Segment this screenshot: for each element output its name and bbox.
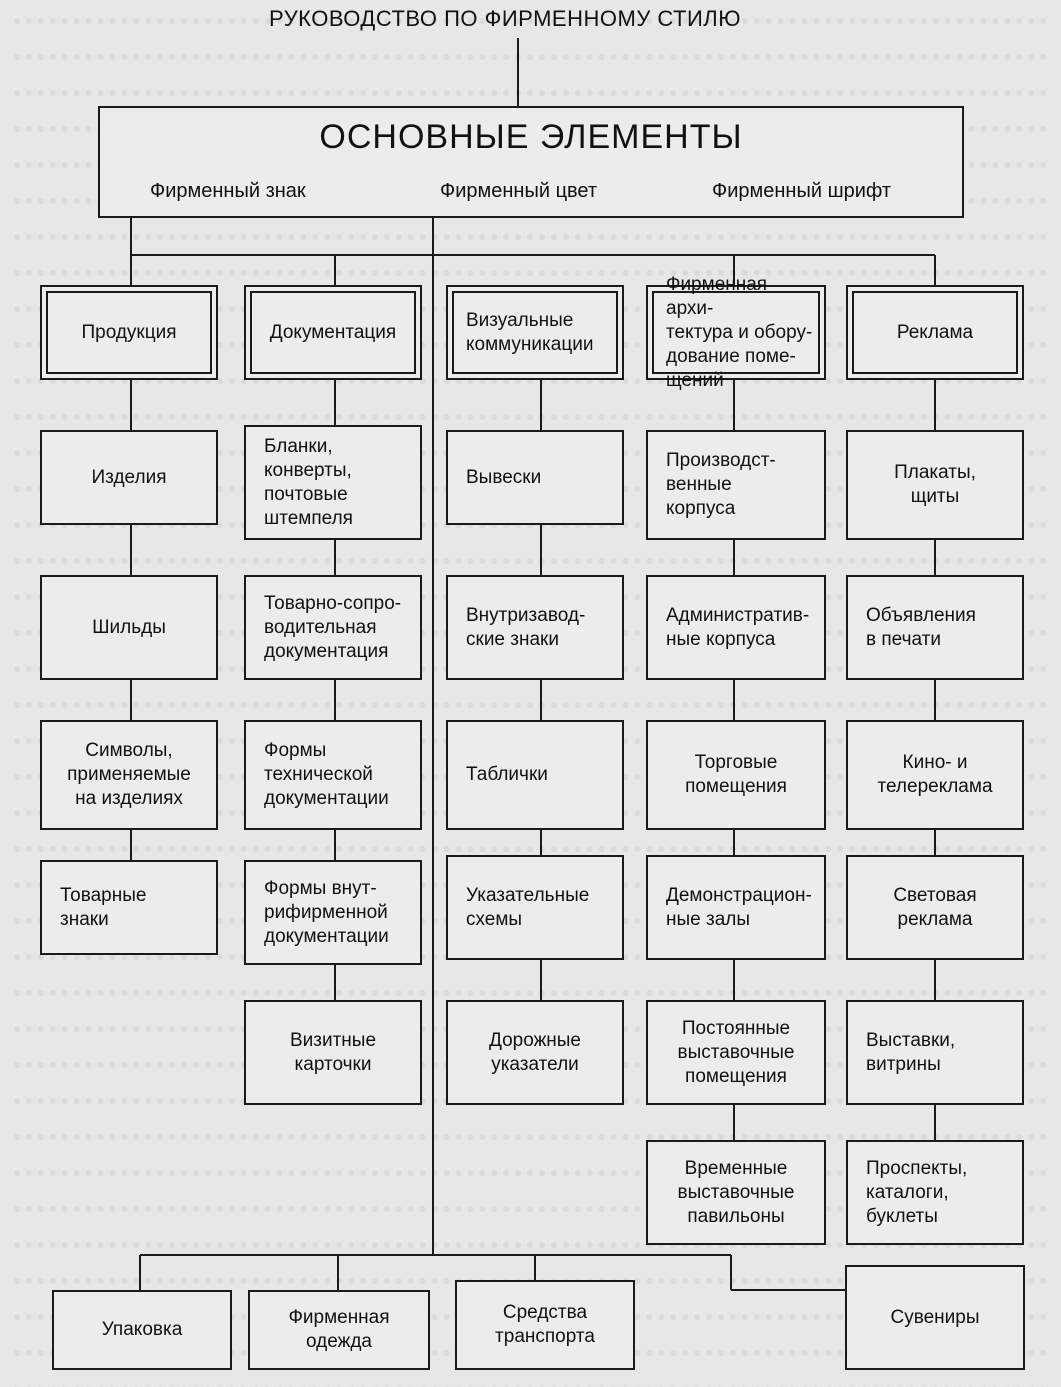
item-products: Изделия <box>40 430 218 525</box>
element-font: Фирменный шрифт <box>712 180 892 202</box>
item-signboards: Вывески <box>446 430 624 525</box>
item-letterheads: Бланки, конверты, почтовые штемпеля <box>244 425 422 540</box>
item-plates: Таблички <box>446 720 624 830</box>
category-visual-communications: Визуальные коммуникации <box>446 285 624 380</box>
item-exhibitions-windows: Выставки, витрины <box>846 1000 1024 1105</box>
item-souvenirs: Сувениры <box>845 1265 1025 1370</box>
item-production-buildings: Производст- венные корпуса <box>646 430 826 540</box>
category-documentation: Документация <box>244 285 422 380</box>
item-product-symbols: Символы, применяемые на изделиях <box>40 720 218 830</box>
item-technical-forms: Формы технической документации <box>244 720 422 830</box>
item-business-cards: Визитные карточки <box>244 1000 422 1105</box>
item-direction-schemes: Указательные схемы <box>446 855 624 960</box>
category-products: Продукция <box>40 285 218 380</box>
item-corporate-clothing: Фирменная одежда <box>248 1290 430 1370</box>
page-title: РУКОВОДСТВО ПО ФИРМЕННОМУ СТИЛЮ <box>269 6 741 31</box>
item-temporary-pavilions: Временные выставочные павильоны <box>646 1140 826 1245</box>
item-internal-forms: Формы внут- рифирменной документации <box>244 860 422 965</box>
item-permanent-exhibition: Постоянные выставочные помещения <box>646 1000 826 1105</box>
item-nameplates: Шильды <box>40 575 218 680</box>
item-shipping-docs: Товарно-сопро- водительная документация <box>244 575 422 680</box>
item-brochures: Проспекты, каталоги, буклеты <box>846 1140 1024 1245</box>
item-packaging: Упаковка <box>52 1290 232 1370</box>
item-road-signs: Дорожные указатели <box>446 1000 624 1105</box>
category-advertising: Реклама <box>846 285 1024 380</box>
element-logo: Фирменный знак <box>150 180 306 202</box>
main-elements-title: ОСНОВНЫЕ ЭЛЕМЕНТЫ <box>319 118 743 156</box>
main-elements-block <box>98 106 964 218</box>
element-color: Фирменный цвет <box>440 180 598 202</box>
item-light-ads: Световая реклама <box>846 855 1024 960</box>
item-posters: Плакаты, щиты <box>846 430 1024 540</box>
item-trademarks: Товарные знаки <box>40 860 218 955</box>
item-retail-premises: Торговые помещения <box>646 720 826 830</box>
category-architecture: Фирменная архи- тектура и обору- дование поме- щений <box>646 285 826 380</box>
item-print-ads: Объявления в печати <box>846 575 1024 680</box>
item-vehicles: Средства транспорта <box>455 1280 635 1370</box>
item-administrative-buildings: Административ- ные корпуса <box>646 575 826 680</box>
item-showrooms: Демонстрацион- ные залы <box>646 855 826 960</box>
item-film-tv-ads: Кино- и телереклама <box>846 720 1024 830</box>
item-in-plant-signs: Внутризавод- ские знаки <box>446 575 624 680</box>
